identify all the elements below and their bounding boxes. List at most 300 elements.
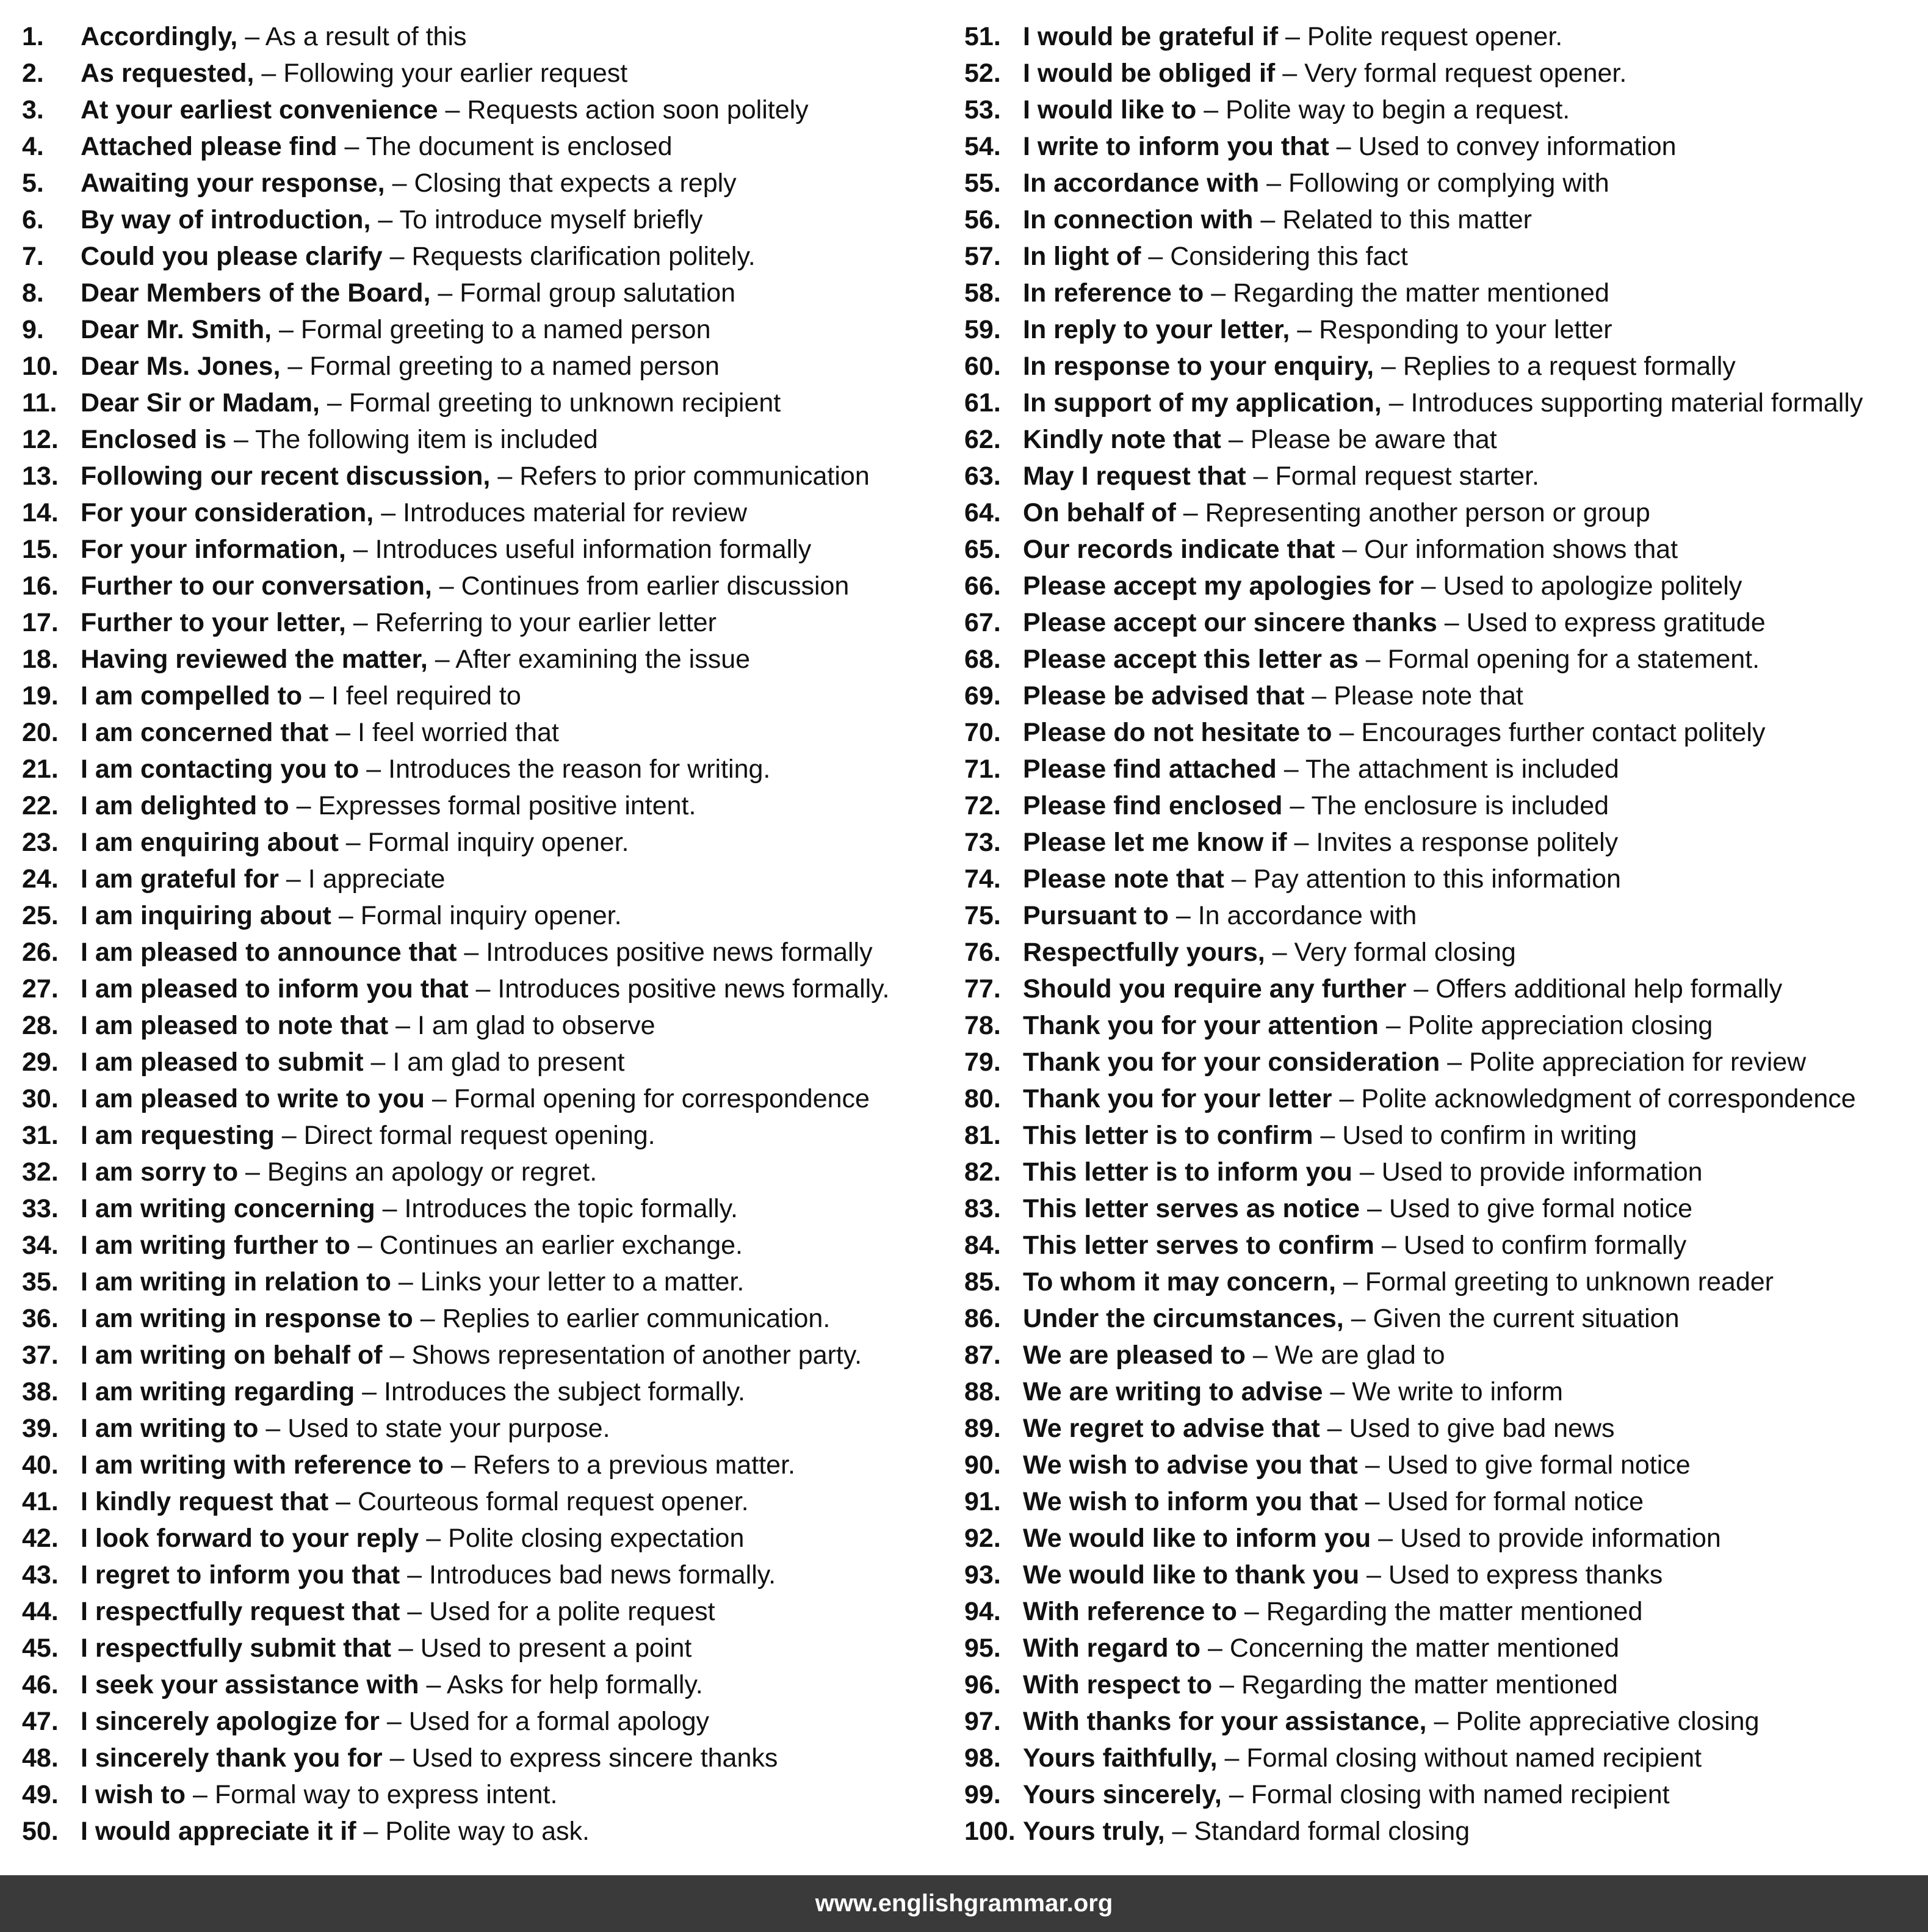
entry-meaning: The attachment is included xyxy=(1305,754,1619,784)
entry-meaning: Formal opening for correspondence xyxy=(453,1084,870,1113)
phrase-entry xyxy=(22,1520,937,1557)
entry-meaning: Courteous formal request opener. xyxy=(358,1487,749,1516)
phrase-entry xyxy=(22,458,937,494)
entry-number: 52. xyxy=(964,59,1001,88)
entry-meaning: Used to express sincere thanks xyxy=(411,1743,778,1773)
phrase-entry xyxy=(22,641,937,678)
entry-phrase: I am writing in relation to xyxy=(81,1267,391,1297)
footer-bar xyxy=(0,1875,1928,1932)
column-right xyxy=(964,18,1923,1850)
entry-separator: – xyxy=(1282,59,1298,88)
phrase-entry xyxy=(964,275,1923,311)
entry-number: 11. xyxy=(22,388,57,418)
entry-separator: – xyxy=(1381,1231,1396,1260)
entry-number: 4. xyxy=(22,132,44,161)
entry-phrase: I am concerned that xyxy=(81,718,329,747)
entry-number: 22. xyxy=(22,791,59,820)
entry-meaning: Used to state your purpose. xyxy=(287,1414,610,1443)
phrase-entry xyxy=(964,604,1923,641)
entry-number: 5. xyxy=(22,168,44,198)
entry-separator: – xyxy=(338,901,353,930)
phrase-entry xyxy=(22,1373,937,1410)
phrase-entry xyxy=(964,531,1923,568)
entry-separator: – xyxy=(1367,1194,1382,1223)
phrase-entry xyxy=(964,348,1923,385)
entry-separator: – xyxy=(464,938,479,967)
phrase-entry xyxy=(964,494,1923,531)
entry-separator: – xyxy=(389,1743,405,1773)
entry-number: 35. xyxy=(22,1267,59,1297)
entry-meaning: Invites a response politely xyxy=(1316,828,1619,857)
entry-number: 49. xyxy=(22,1780,59,1809)
entry-number: 32. xyxy=(22,1157,59,1187)
entry-separator: – xyxy=(382,1194,397,1223)
entry-separator: – xyxy=(1320,1121,1335,1150)
entry-meaning: After examining the issue xyxy=(455,645,751,674)
entry-meaning: Formal closing with named recipient xyxy=(1251,1780,1670,1809)
phrase-entry xyxy=(22,1776,937,1813)
phrase-entry xyxy=(964,201,1923,238)
entry-number: 59. xyxy=(964,315,1001,344)
entry-meaning: I feel worried that xyxy=(358,718,559,747)
entry-phrase: In connection with xyxy=(1023,205,1254,234)
entry-separator: – xyxy=(1330,1377,1345,1406)
entry-meaning: Regarding the matter mentioned xyxy=(1233,278,1609,308)
entry-phrase: Respectfully yours, xyxy=(1023,938,1265,967)
entry-number: 96. xyxy=(964,1670,1001,1699)
entry-separator: – xyxy=(1148,242,1163,271)
entry-separator: – xyxy=(345,828,361,857)
entry-separator: – xyxy=(336,718,351,747)
entry-phrase: This letter serves as notice xyxy=(1023,1194,1360,1223)
entry-separator: – xyxy=(1231,864,1246,894)
entry-meaning: Expresses formal positive intent. xyxy=(318,791,696,820)
entry-separator: – xyxy=(1211,278,1226,308)
entry-number: 20. xyxy=(22,718,59,747)
entry-number: 7. xyxy=(22,242,44,271)
entry-phrase: Yours truly, xyxy=(1023,1817,1165,1846)
entry-number: 17. xyxy=(22,608,59,637)
entry-meaning: Used to confirm formally xyxy=(1403,1231,1687,1260)
entry-number: 39. xyxy=(22,1414,59,1443)
entry-phrase: I am grateful for xyxy=(81,864,279,894)
entry-separator: – xyxy=(344,132,359,161)
entry-phrase: I am writing on behalf of xyxy=(81,1340,383,1370)
entry-separator: – xyxy=(336,1487,351,1516)
entry-phrase: This letter serves to confirm xyxy=(1023,1231,1374,1260)
entry-number: 51. xyxy=(964,22,1001,51)
entry-meaning: Polite appreciation for review xyxy=(1469,1047,1807,1077)
entry-meaning: Formal group salutation xyxy=(460,278,736,308)
entry-phrase: With thanks for your assistance, xyxy=(1023,1707,1427,1736)
entry-number: 44. xyxy=(22,1597,59,1626)
entry-separator: – xyxy=(1367,1560,1381,1590)
entry-meaning: Used to express gratitude xyxy=(1466,608,1766,637)
entry-number: 38. xyxy=(22,1377,59,1406)
entry-phrase: Dear Members of the Board, xyxy=(81,278,431,308)
entry-phrase: Please accept my apologies for xyxy=(1023,571,1414,601)
entry-number: 13. xyxy=(22,461,59,491)
entry-meaning: Introduces supporting material formally xyxy=(1410,388,1863,418)
entry-phrase: Yours sincerely, xyxy=(1023,1780,1222,1809)
entry-separator: – xyxy=(1224,1743,1240,1773)
entry-phrase: We are pleased to xyxy=(1023,1340,1246,1370)
entry-number: 80. xyxy=(964,1084,1001,1113)
entry-separator: – xyxy=(366,754,381,784)
entry-meaning: Following your earlier request xyxy=(283,59,628,88)
entry-separator: – xyxy=(357,1231,372,1260)
entry-meaning: Representing another person or group xyxy=(1205,498,1650,527)
entry-phrase: By way of introduction, xyxy=(81,205,371,234)
entry-number: 67. xyxy=(964,608,1001,637)
entry-separator: – xyxy=(1266,168,1281,198)
entry-phrase: We are writing to advise xyxy=(1023,1377,1323,1406)
phrase-entry xyxy=(22,1703,937,1740)
entry-separator: – xyxy=(1175,901,1191,930)
entry-meaning: Offers additional help formally xyxy=(1435,974,1783,1004)
entry-number: 85. xyxy=(964,1267,1001,1297)
phrase-entry xyxy=(22,1264,937,1300)
phrase-entry xyxy=(22,1117,937,1154)
entry-separator: – xyxy=(286,864,301,894)
entry-separator: – xyxy=(1260,205,1276,234)
entry-number: 36. xyxy=(22,1304,59,1333)
phrase-entry xyxy=(964,311,1923,348)
entry-number: 15. xyxy=(22,535,59,564)
phrase-entry xyxy=(22,714,937,751)
entry-number: 14. xyxy=(22,498,59,527)
entry-number: 66. xyxy=(964,571,1001,601)
entry-phrase: In reply to your letter, xyxy=(1023,315,1290,344)
entry-phrase: We would like to thank you xyxy=(1023,1560,1360,1590)
entry-phrase: I am writing to xyxy=(81,1414,259,1443)
entry-number: 88. xyxy=(964,1377,1001,1406)
entry-meaning: To introduce myself briefly xyxy=(399,205,703,234)
phrase-entry xyxy=(964,641,1923,678)
phrase-entry xyxy=(22,1666,937,1703)
phrase-entry xyxy=(964,1227,1923,1264)
phrase-entry xyxy=(964,897,1923,934)
phrase-entry xyxy=(964,1337,1923,1373)
entry-separator: – xyxy=(1351,1304,1366,1333)
entry-meaning: Replies to earlier communication. xyxy=(442,1304,831,1333)
entry-meaning: Used for formal notice xyxy=(1387,1487,1644,1516)
entry-meaning: The document is enclosed xyxy=(366,132,673,161)
entry-phrase: I am pleased to inform you that xyxy=(81,974,469,1004)
entry-meaning: Used to express thanks xyxy=(1388,1560,1663,1590)
entry-phrase: Thank you for your letter xyxy=(1023,1084,1332,1113)
phrase-entry xyxy=(964,1776,1923,1813)
entry-number: 23. xyxy=(22,828,59,857)
entry-meaning: In accordance with xyxy=(1197,901,1417,930)
entry-number: 34. xyxy=(22,1231,59,1260)
entry-separator: – xyxy=(1378,1524,1393,1553)
entry-separator: – xyxy=(370,1047,386,1077)
entry-phrase: I am delighted to xyxy=(81,791,289,820)
entry-meaning: Introduces useful information formally xyxy=(375,535,812,564)
entry-phrase: Following our recent discussion, xyxy=(81,461,491,491)
phrase-entry xyxy=(964,1447,1923,1483)
entry-number: 63. xyxy=(964,461,1001,491)
entry-number: 53. xyxy=(964,95,1001,125)
entry-phrase: I would like to xyxy=(1023,95,1197,125)
phrase-list xyxy=(0,18,1928,1850)
phrase-entry xyxy=(964,1117,1923,1154)
entry-phrase: I write to inform you that xyxy=(1023,132,1329,161)
entry-meaning: Introduces positive news formally. xyxy=(497,974,890,1004)
entry-separator: – xyxy=(439,571,454,601)
entry-number: 6. xyxy=(22,205,44,234)
entry-phrase: I am pleased to submit xyxy=(81,1047,364,1077)
entry-number: 68. xyxy=(964,645,1001,674)
phrase-entry xyxy=(22,128,937,165)
entry-number: 18. xyxy=(22,645,59,674)
phrase-entry xyxy=(22,421,937,458)
entry-number: 27. xyxy=(22,974,59,1004)
entry-number: 16. xyxy=(22,571,59,601)
entry-separator: – xyxy=(1219,1670,1235,1699)
entry-separator: – xyxy=(1244,1597,1259,1626)
entry-phrase: In reference to xyxy=(1023,278,1204,308)
phrase-entry xyxy=(964,714,1923,751)
entry-number: 24. xyxy=(22,864,59,894)
entry-phrase: I sincerely thank you for xyxy=(81,1743,383,1773)
entry-separator: – xyxy=(450,1450,466,1480)
entry-phrase: Pursuant to xyxy=(1023,901,1169,930)
phrase-entry xyxy=(964,1410,1923,1447)
entry-separator: – xyxy=(1359,1157,1374,1187)
entry-separator: – xyxy=(392,168,407,198)
entry-separator: – xyxy=(420,1304,435,1333)
entry-number: 30. xyxy=(22,1084,59,1113)
phrase-entry xyxy=(964,824,1923,861)
entry-number: 92. xyxy=(964,1524,1001,1553)
entry-separator: – xyxy=(1327,1414,1342,1443)
entry-meaning: Continues an earlier exchange. xyxy=(379,1231,743,1260)
entry-separator: – xyxy=(1336,132,1351,161)
entry-meaning: Closing that expects a reply xyxy=(414,168,737,198)
entry-separator: – xyxy=(1447,1047,1462,1077)
entry-separator: – xyxy=(1444,608,1459,637)
phrase-entry xyxy=(22,568,937,604)
phrase-entry xyxy=(22,1593,937,1630)
entry-number: 29. xyxy=(22,1047,59,1077)
phrase-entry xyxy=(22,311,937,348)
entry-number: 28. xyxy=(22,1011,59,1040)
entry-phrase: I am pleased to note that xyxy=(81,1011,389,1040)
phrase-entry xyxy=(22,201,937,238)
phrase-entry xyxy=(22,165,937,201)
entry-number: 9. xyxy=(22,315,44,344)
entry-separator: – xyxy=(445,95,460,125)
phrase-entry xyxy=(22,1227,937,1264)
phrase-entry xyxy=(22,1813,937,1850)
entry-separator: – xyxy=(1294,828,1309,857)
entry-number: 83. xyxy=(964,1194,1001,1223)
entry-meaning: Pay attention to this information xyxy=(1253,864,1621,894)
entry-phrase: With respect to xyxy=(1023,1670,1213,1699)
entry-phrase: To whom it may concern, xyxy=(1023,1267,1336,1297)
entry-meaning: Used to provide information xyxy=(1381,1157,1703,1187)
entry-separator: – xyxy=(497,461,513,491)
entry-phrase: Should you require any further xyxy=(1023,974,1407,1004)
phrase-entry xyxy=(964,238,1923,275)
entry-separator: – xyxy=(1183,498,1198,527)
entry-phrase: I am sorry to xyxy=(81,1157,239,1187)
entry-separator: – xyxy=(278,315,294,344)
entry-phrase: I seek your assistance with xyxy=(81,1670,419,1699)
entry-meaning: Used to give formal notice xyxy=(1388,1194,1693,1223)
entry-phrase: In light of xyxy=(1023,242,1141,271)
entry-meaning: The following item is included xyxy=(255,425,598,454)
entry-separator: – xyxy=(353,535,368,564)
entry-phrase: I am compelled to xyxy=(81,681,303,711)
entry-phrase: I am enquiring about xyxy=(81,828,339,857)
phrase-entry xyxy=(22,604,937,641)
entry-number: 48. xyxy=(22,1743,59,1773)
entry-meaning: Given the current situation xyxy=(1373,1304,1680,1333)
entry-meaning: Used to give formal notice xyxy=(1387,1450,1691,1480)
entry-meaning: Formal greeting to a named person xyxy=(309,352,720,381)
entry-meaning: Polite acknowledgment of correspondence xyxy=(1361,1084,1856,1113)
entry-separator: – xyxy=(245,22,260,51)
entry-number: 42. xyxy=(22,1524,59,1553)
entry-phrase: For your information, xyxy=(81,535,346,564)
entry-number: 81. xyxy=(964,1121,1001,1150)
entry-number: 43. xyxy=(22,1560,59,1590)
phrase-entry xyxy=(22,897,937,934)
phrase-entry xyxy=(964,971,1923,1007)
entry-phrase: We wish to inform you that xyxy=(1023,1487,1358,1516)
entry-separator: – xyxy=(426,1670,441,1699)
entry-number: 2. xyxy=(22,59,44,88)
entry-separator: – xyxy=(353,608,368,637)
entry-separator: – xyxy=(1365,645,1381,674)
phrase-entry xyxy=(964,1007,1923,1044)
phrase-entry xyxy=(22,494,937,531)
footer-url: www.englishgrammar.org xyxy=(815,1890,1113,1917)
entry-meaning: Direct formal request opening. xyxy=(303,1121,655,1150)
entry-meaning: Requests clarification politely. xyxy=(411,242,756,271)
entry-phrase: Further to our conversation, xyxy=(81,571,432,601)
entry-number: 90. xyxy=(964,1450,1001,1480)
phrase-entry xyxy=(964,1557,1923,1593)
phrase-entry xyxy=(964,1300,1923,1337)
entry-separator: – xyxy=(1434,1707,1449,1736)
phrase-entry xyxy=(22,385,937,421)
entry-number: 82. xyxy=(964,1157,1001,1187)
entry-phrase: I am writing regarding xyxy=(81,1377,355,1406)
entry-phrase: In support of my application, xyxy=(1023,388,1382,418)
entry-number: 95. xyxy=(964,1634,1001,1663)
entry-phrase: I am writing in response to xyxy=(81,1304,413,1333)
entry-meaning: Introduces the reason for writing. xyxy=(388,754,771,784)
phrase-entry xyxy=(964,1813,1923,1850)
entry-phrase: Our records indicate that xyxy=(1023,535,1335,564)
phrase-entry xyxy=(22,934,937,971)
phrase-entry xyxy=(964,458,1923,494)
entry-number: 100. xyxy=(964,1817,1016,1846)
phrase-entry xyxy=(964,385,1923,421)
entry-meaning: Standard formal closing xyxy=(1194,1817,1470,1846)
entry-number: 61. xyxy=(964,388,1001,418)
entry-number: 54. xyxy=(964,132,1001,161)
entry-separator: – xyxy=(381,498,396,527)
entry-phrase: Please find attached xyxy=(1023,754,1277,784)
phrase-entry xyxy=(22,1007,937,1044)
entry-meaning: Used to present a point xyxy=(420,1634,692,1663)
entry-number: 79. xyxy=(964,1047,1001,1077)
phrase-entry xyxy=(22,971,937,1007)
entry-separator: – xyxy=(1204,95,1219,125)
phrase-entry xyxy=(22,275,937,311)
entry-phrase: We would like to inform you xyxy=(1023,1524,1371,1553)
entry-meaning: Introduces material for review xyxy=(403,498,748,527)
entry-number: 98. xyxy=(964,1743,1001,1773)
entry-number: 75. xyxy=(964,901,1001,930)
entry-separator: – xyxy=(395,1011,411,1040)
entry-number: 56. xyxy=(964,205,1001,234)
phrase-entry xyxy=(964,1630,1923,1666)
entry-meaning: Replies to a request formally xyxy=(1403,352,1736,381)
phrase-entry xyxy=(22,824,937,861)
entry-meaning: Related to this matter xyxy=(1282,205,1532,234)
entry-meaning: Asks for help formally. xyxy=(446,1670,703,1699)
entry-phrase: In response to your enquiry, xyxy=(1023,352,1374,381)
entry-number: 37. xyxy=(22,1340,59,1370)
entry-number: 33. xyxy=(22,1194,59,1223)
entry-number: 97. xyxy=(964,1707,1001,1736)
entry-meaning: Formal inquiry opener. xyxy=(367,828,629,857)
phrase-entry xyxy=(964,787,1923,824)
entry-separator: – xyxy=(245,1157,260,1187)
entry-phrase: I would be obliged if xyxy=(1023,59,1276,88)
entry-phrase: I kindly request that xyxy=(81,1487,329,1516)
entry-separator: – xyxy=(1285,22,1300,51)
entry-meaning: Used to convey information xyxy=(1358,132,1677,161)
entry-separator: – xyxy=(1272,938,1287,967)
entry-meaning: Responding to your letter xyxy=(1319,315,1612,344)
phrase-entry xyxy=(964,1190,1923,1227)
entry-phrase: Enclosed is xyxy=(81,425,226,454)
entry-number: 72. xyxy=(964,791,1001,820)
entry-number: 62. xyxy=(964,425,1001,454)
entry-number: 77. xyxy=(964,974,1001,1004)
entry-meaning: Formal greeting to unknown recipient xyxy=(348,388,781,418)
entry-number: 70. xyxy=(964,718,1001,747)
entry-meaning: I feel required to xyxy=(331,681,521,711)
phrase-entry xyxy=(22,55,937,92)
entry-separator: – xyxy=(378,205,393,234)
entry-phrase: May I request that xyxy=(1023,461,1246,491)
entry-meaning: Continues from earlier discussion xyxy=(461,571,850,601)
entry-meaning: I am glad to present xyxy=(392,1047,625,1077)
entry-meaning: Shows representation of another party. xyxy=(411,1340,862,1370)
entry-meaning: Very formal request opener. xyxy=(1304,59,1627,88)
entry-number: 93. xyxy=(964,1560,1001,1590)
entry-separator: – xyxy=(475,974,491,1004)
entry-separator: – xyxy=(1365,1487,1380,1516)
entry-separator: – xyxy=(1339,718,1354,747)
phrase-entry xyxy=(22,1483,937,1520)
entry-phrase: Please be advised that xyxy=(1023,681,1305,711)
phrase-entry xyxy=(22,1044,937,1080)
entry-number: 3. xyxy=(22,95,44,125)
entry-separator: – xyxy=(1385,1011,1401,1040)
entry-separator: – xyxy=(426,1524,441,1553)
entry-number: 94. xyxy=(964,1597,1001,1626)
entry-number: 26. xyxy=(22,938,59,967)
